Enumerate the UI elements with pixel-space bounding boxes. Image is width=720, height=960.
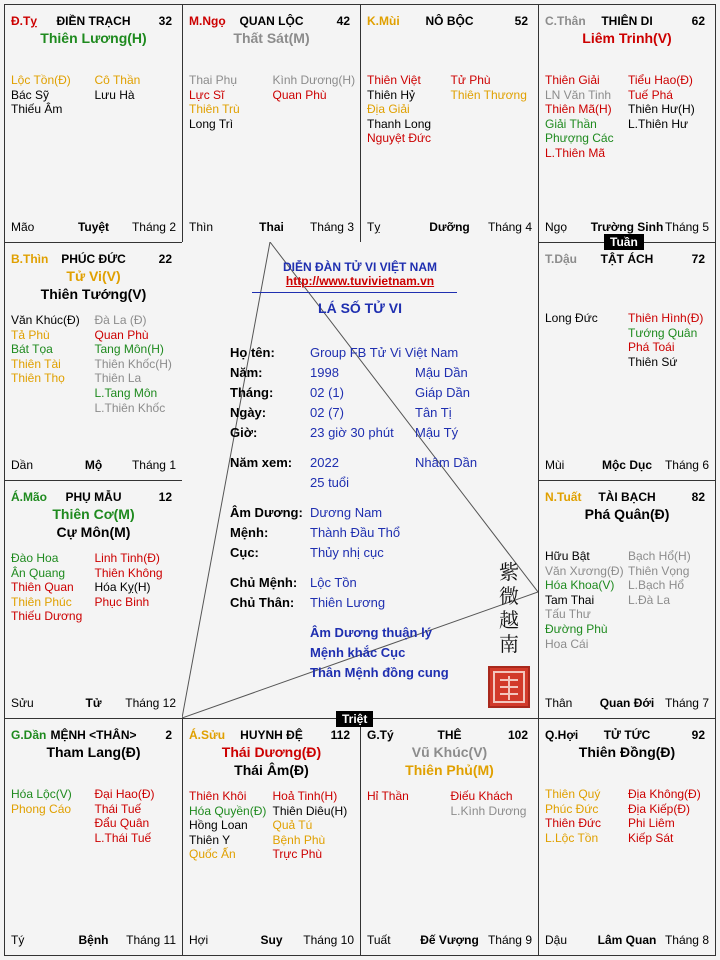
branch-footer: Tý bbox=[11, 933, 25, 947]
month-label: Tháng 1 bbox=[131, 458, 176, 472]
palace-tai-bach bbox=[538, 480, 716, 719]
minor-star: L.Thiên Hư bbox=[628, 116, 689, 131]
major-stars bbox=[183, 743, 360, 779]
minor-star: Thiên Quan bbox=[11, 580, 74, 595]
major-star: Thái Dương(Đ) bbox=[221, 744, 322, 760]
minor-stars-left bbox=[11, 551, 95, 624]
minor-star: Hoa Cái bbox=[545, 636, 589, 651]
minor-star: Lực Sĩ bbox=[189, 87, 225, 102]
minor-star: Thiên Khốc(H) bbox=[94, 356, 172, 371]
minor-star: Đà La (Đ) bbox=[94, 313, 147, 327]
minor-stars-right bbox=[451, 789, 535, 818]
branch-label: B.Thìn bbox=[11, 252, 49, 266]
life-stage: Quan Đới bbox=[599, 696, 655, 710]
palace-thien-di bbox=[538, 4, 716, 243]
minor-star: Bệnh Phù bbox=[272, 832, 326, 847]
seal-char: 紫 bbox=[499, 560, 519, 584]
palace-number: 92 bbox=[691, 728, 705, 742]
major-stars bbox=[183, 29, 360, 47]
minor-stars-right bbox=[628, 311, 711, 369]
minor-star: Thiên Khôi bbox=[189, 789, 247, 803]
phrase-am-duong: Âm Dương thuận lý bbox=[310, 625, 432, 640]
branch-footer: Tỵ bbox=[367, 220, 381, 234]
major-star: Thiên Phủ(M) bbox=[405, 762, 494, 778]
life-stage: Tuyệt bbox=[77, 220, 110, 234]
minor-star: Hỉ Thần bbox=[367, 789, 409, 803]
minor-star: Tả Phù bbox=[11, 327, 50, 342]
major-stars bbox=[5, 505, 182, 541]
minor-star: Thiên Không bbox=[94, 565, 163, 580]
palace-number: 112 bbox=[330, 728, 350, 742]
palace-name: ĐIỀN TRẠCH bbox=[56, 14, 131, 28]
minor-star: Kình Dương(H) bbox=[272, 73, 356, 87]
minor-stars-right bbox=[95, 787, 179, 845]
branch-label: K.Mùi bbox=[367, 14, 400, 28]
branch-label: Đ.Tỵ bbox=[11, 14, 38, 28]
month-label: Tháng 5 bbox=[664, 220, 709, 234]
minor-stars-left bbox=[11, 787, 95, 845]
life-stage: Mộc Dục bbox=[601, 458, 652, 472]
major-star: Thất Sát(M) bbox=[233, 30, 310, 46]
palace-quan-loc bbox=[182, 4, 361, 243]
minor-star: L.Lộc Tồn bbox=[545, 830, 599, 845]
red-seal-stamp bbox=[488, 666, 530, 708]
branch-footer: Thìn bbox=[189, 220, 214, 234]
minor-star: Quốc Ấn bbox=[189, 847, 236, 862]
life-stage: Dưỡng bbox=[429, 220, 470, 234]
major-stars bbox=[539, 743, 715, 761]
branch-footer: Hợi bbox=[189, 933, 209, 947]
minor-star: Phúc Đức bbox=[545, 801, 599, 816]
minor-star: Đại Hao(Đ) bbox=[94, 787, 155, 801]
life-stage: Thai bbox=[259, 220, 284, 234]
major-stars bbox=[539, 505, 715, 523]
major-stars bbox=[361, 743, 538, 779]
life-stage: Mộ bbox=[84, 458, 103, 472]
palace-name: PHỤ MẪU bbox=[65, 490, 122, 504]
minor-star: Thiên Hỷ bbox=[367, 87, 416, 102]
minor-star: Thiên Trù bbox=[189, 102, 240, 117]
branch-label: N.Tuất bbox=[545, 490, 582, 504]
major-star: Liêm Trinh(V) bbox=[582, 30, 672, 46]
palace-the bbox=[360, 718, 539, 956]
major-stars bbox=[539, 29, 715, 47]
minor-star: Tử Phù bbox=[450, 73, 491, 87]
minor-stars-left bbox=[189, 73, 273, 131]
site-url-link[interactable]: http://www.tuvivietnam.vn bbox=[285, 274, 435, 288]
minor-star: Bạch Hổ(H) bbox=[628, 549, 691, 563]
minor-star: Tướng Quân bbox=[628, 325, 698, 340]
minor-star: L.Thiên Khốc bbox=[94, 400, 166, 415]
minor-star: Thiên Phúc bbox=[11, 594, 72, 609]
major-star: Cự Môn(M) bbox=[56, 524, 131, 540]
minor-star: Thái Tuế bbox=[94, 801, 142, 816]
palace-name: TẬT ÁCH bbox=[600, 252, 654, 266]
branch-footer: Ngọ bbox=[545, 220, 568, 234]
minor-star: Hoả Tinh(H) bbox=[272, 789, 338, 803]
minor-star: Thanh Long bbox=[367, 116, 432, 131]
month-label: Tháng 2 bbox=[131, 220, 176, 234]
minor-star: LN Văn Tinh bbox=[545, 87, 612, 102]
minor-stars bbox=[545, 73, 711, 161]
minor-star: Ân Quang bbox=[11, 565, 66, 580]
minor-star: Tam Thai bbox=[545, 592, 595, 607]
minor-star: Bác Sỹ bbox=[11, 87, 50, 102]
minor-stars-right bbox=[273, 73, 357, 131]
minor-stars-left bbox=[11, 73, 95, 117]
minor-star: Văn Xương(Đ) bbox=[545, 563, 624, 578]
minor-stars-left bbox=[545, 311, 628, 369]
minor-star: Hóa Khoa(V) bbox=[545, 578, 615, 593]
palace-number: 2 bbox=[165, 728, 172, 742]
palace-name: HUYNH ĐỆ bbox=[240, 728, 303, 742]
minor-stars bbox=[11, 73, 178, 117]
minor-star: Quả Tú bbox=[272, 818, 313, 833]
palace-name: MỆNH <THÂN> bbox=[50, 728, 137, 742]
minor-star: Tuế Phá bbox=[628, 87, 673, 102]
palace-name: PHÚC ĐỨC bbox=[61, 252, 126, 266]
palace-number: 62 bbox=[691, 14, 705, 28]
life-stage: Bệnh bbox=[78, 933, 109, 947]
minor-star: Long Trì bbox=[189, 116, 234, 131]
minor-star: Hóa Quyền(Đ) bbox=[189, 803, 267, 818]
minor-stars bbox=[189, 73, 356, 131]
branch-label: Á.Sửu bbox=[189, 728, 226, 742]
minor-star: Điếu Khách bbox=[450, 789, 513, 803]
month-label: Tháng 9 bbox=[487, 933, 532, 947]
minor-star: Địa Không(Đ) bbox=[628, 787, 701, 801]
minor-star: L.Tang Môn bbox=[94, 385, 158, 400]
branch-label: Á.Mão bbox=[11, 490, 47, 504]
palace-number: 42 bbox=[336, 14, 350, 28]
minor-star: Bát Tọa bbox=[11, 342, 53, 357]
minor-stars bbox=[11, 313, 178, 415]
minor-stars bbox=[545, 311, 711, 369]
minor-stars-right bbox=[95, 73, 179, 117]
minor-star: L.Thái Tuế bbox=[94, 830, 152, 845]
palace-number: 22 bbox=[158, 252, 172, 266]
branch-footer: Dậu bbox=[545, 933, 568, 947]
branch-label: Q.Hợi bbox=[545, 728, 579, 742]
month-label: Tháng 4 bbox=[487, 220, 532, 234]
month-label: Tháng 3 bbox=[309, 220, 354, 234]
minor-star: Thiên Quý bbox=[545, 787, 601, 801]
minor-star: Thiên Mã(H) bbox=[545, 102, 612, 117]
minor-star: Hóa Lộc(V) bbox=[11, 787, 72, 801]
branch-footer: Dần bbox=[11, 458, 34, 472]
month-label: Tháng 7 bbox=[664, 696, 709, 710]
minor-stars bbox=[367, 789, 534, 818]
palace-number: 32 bbox=[158, 14, 172, 28]
major-star: Tham Lang(Đ) bbox=[46, 744, 141, 760]
minor-stars bbox=[545, 787, 711, 845]
triet-marker: Triệt bbox=[336, 711, 373, 727]
major-star: Thái Âm(Đ) bbox=[234, 762, 309, 778]
minor-star: L.Đà La bbox=[628, 592, 671, 607]
minor-star: Giải Thần bbox=[545, 116, 597, 131]
palace-name: THIÊN DI bbox=[601, 14, 653, 28]
phrase-menh-cuc: Mệnh khắc Cục bbox=[310, 645, 406, 660]
major-stars bbox=[5, 29, 182, 47]
minor-star: Hóa Kỵ(H) bbox=[94, 580, 151, 595]
month-label: Tháng 8 bbox=[664, 933, 709, 947]
minor-stars-right bbox=[628, 787, 711, 845]
branch-label: G.Dần bbox=[11, 728, 47, 742]
minor-star: Lưu Hà bbox=[94, 87, 135, 102]
minor-star: Phi Liêm bbox=[628, 816, 675, 831]
minor-stars-left bbox=[545, 787, 628, 845]
palace-phu-mau bbox=[4, 480, 183, 719]
minor-stars-left bbox=[367, 73, 451, 146]
minor-star: Phục Binh bbox=[94, 594, 150, 609]
branch-footer: Mão bbox=[11, 220, 35, 234]
palace-dien-trach bbox=[4, 4, 183, 243]
minor-star: Đào Hoa bbox=[11, 551, 59, 565]
major-star: Thiên Lương(H) bbox=[40, 30, 147, 46]
minor-star: Tang Môn(H) bbox=[94, 342, 164, 357]
minor-star: Lộc Tồn(Đ) bbox=[11, 73, 71, 87]
site-name: DIỄN ĐÀN TỬ VI VIỆT NAM http://www.tuvivietnam.vn bbox=[182, 260, 538, 288]
minor-stars bbox=[11, 551, 178, 624]
life-stage: Tử bbox=[85, 696, 102, 710]
minor-star: Tấu Thư bbox=[545, 607, 591, 622]
month-label: Tháng 11 bbox=[126, 933, 176, 947]
branch-footer: Mùi bbox=[545, 458, 565, 472]
minor-star: Nguyệt Đức bbox=[367, 131, 432, 146]
minor-stars bbox=[189, 789, 356, 862]
palace-name: TÀI BẠCH bbox=[598, 490, 656, 504]
branch-label: T.Dậu bbox=[545, 252, 578, 266]
minor-star: Thiên Y bbox=[189, 832, 231, 847]
minor-star: Thiếu Âm bbox=[11, 102, 63, 117]
life-stage: Lâm Quan bbox=[597, 933, 657, 947]
minor-star: Thiếu Dương bbox=[11, 609, 83, 624]
minor-star: Thiên Đức bbox=[545, 816, 602, 831]
minor-star: Thiên Hình(Đ) bbox=[628, 311, 704, 325]
minor-star: Trực Phù bbox=[272, 847, 323, 862]
palace-number: 72 bbox=[691, 252, 705, 266]
life-stage: Trường Sinh bbox=[590, 220, 664, 234]
title-divider bbox=[252, 292, 457, 293]
palace-name: TỬ TỨC bbox=[603, 728, 651, 742]
major-star: Tử Vi(V) bbox=[66, 268, 121, 284]
branch-label: C.Thân bbox=[545, 14, 586, 28]
minor-star: Quan Phù bbox=[272, 87, 327, 102]
minor-star: Phong Cáo bbox=[11, 801, 72, 816]
minor-stars bbox=[367, 73, 534, 146]
minor-star: Hồng Loan bbox=[189, 818, 248, 833]
minor-star: Thiên La bbox=[94, 371, 142, 386]
minor-star: Phá Toái bbox=[628, 340, 675, 355]
palace-tat-ach bbox=[538, 242, 716, 481]
minor-stars-left bbox=[367, 789, 451, 818]
seal-char: 微 bbox=[499, 584, 519, 608]
minor-star: Long Đức bbox=[545, 311, 598, 325]
branch-label: M.Ngọ bbox=[189, 14, 226, 28]
life-stage: Suy bbox=[260, 933, 283, 947]
major-star: Thiên Cơ(M) bbox=[52, 506, 135, 522]
minor-star: Đẩu Quân bbox=[94, 816, 150, 831]
chart-center-info: DIỄN ĐÀN TỬ VI VIỆT NAM http://www.tuvivietnam.vn LÁ SỐ TỬ VI Họ tên: Group FB Tử Vi Việt Nam Năm: 1998 Mậu Dần Tháng: 02 (1) Giáp Dần Ngày: 02 (7) Tân Tị Giờ: 23 giờ 30 phút Mậu Tý Năm xem: 2022 Nhâm Dần 25 tuổi Âm Dương: Dương Nam Mệnh: Thành Đầu Thổ Cục: Thủy nhị cục Chủ Mệnh: Lộc Tồn Chủ Thân: Thiên Lương Âm Dương thuận lý Mệnh khắc Cục Thân Mệnh đồng cung 紫 微 越 南 bbox=[182, 242, 538, 718]
minor-star: Thiên Giải bbox=[545, 73, 600, 87]
major-star: Thiên Đồng(Đ) bbox=[578, 744, 676, 760]
minor-star: Kiếp Sát bbox=[628, 830, 674, 845]
minor-stars-right bbox=[628, 73, 711, 161]
minor-stars-right bbox=[628, 549, 711, 651]
palace-number: 102 bbox=[507, 728, 528, 742]
minor-stars-left bbox=[545, 549, 628, 651]
major-star: Vũ Khúc(V) bbox=[411, 744, 488, 760]
minor-star: Văn Khúc(Đ) bbox=[11, 313, 80, 327]
minor-star: L.Thiên Mã bbox=[545, 145, 606, 160]
minor-star: Thiên Việt bbox=[367, 73, 421, 87]
major-star: Thiên Tướng(V) bbox=[40, 286, 147, 302]
minor-star: Thiên Tài bbox=[11, 356, 61, 371]
minor-stars-left bbox=[11, 313, 95, 415]
chart-title: LÁ SỐ TỬ VI bbox=[318, 300, 402, 316]
major-star: Phá Quân(Đ) bbox=[584, 506, 670, 522]
palace-tu-tuc bbox=[538, 718, 716, 956]
minor-star: Phượng Các bbox=[545, 131, 614, 146]
seal-char: 越 bbox=[499, 608, 519, 632]
minor-star: Linh Tinh(Đ) bbox=[94, 551, 160, 565]
palace-name: THÊ bbox=[437, 728, 462, 742]
palace-name: QUAN LỘC bbox=[239, 14, 304, 28]
branch-footer: Thân bbox=[545, 696, 573, 710]
minor-star: Thiên Thương bbox=[450, 87, 527, 102]
minor-star: Thiên Sứ bbox=[628, 354, 678, 369]
minor-star: Thiên Diêu(H) bbox=[272, 803, 348, 818]
major-stars bbox=[5, 743, 182, 761]
minor-star: L.Bạch Hổ bbox=[628, 578, 685, 593]
branch-footer: Tuất bbox=[367, 933, 391, 947]
minor-star: Thiên Vọng bbox=[628, 563, 690, 578]
minor-star: Quan Phù bbox=[94, 327, 149, 342]
month-label: Tháng 12 bbox=[125, 696, 176, 710]
phrase-than-menh: Thân Mệnh đồng cung bbox=[310, 665, 449, 680]
minor-star: Đường Phù bbox=[545, 621, 608, 636]
palace-menh bbox=[4, 718, 183, 956]
palace-number: 52 bbox=[514, 14, 528, 28]
palace-phuc-duc bbox=[4, 242, 183, 481]
minor-star: Hữu Bật bbox=[545, 549, 590, 563]
life-stage: Đế Vượng bbox=[420, 933, 479, 947]
minor-star: Địa Giải bbox=[367, 102, 410, 117]
minor-stars-right bbox=[273, 789, 357, 862]
minor-star: Thiên Thọ bbox=[11, 371, 65, 386]
minor-stars-right bbox=[451, 73, 535, 146]
minor-stars-right bbox=[95, 551, 179, 624]
minor-stars-left bbox=[545, 73, 628, 161]
minor-stars-right bbox=[95, 313, 179, 415]
minor-star: Thiên Hư(H) bbox=[628, 102, 695, 117]
minor-star: L.Kình Dương bbox=[450, 803, 527, 818]
palace-name: NÔ BỘC bbox=[425, 14, 474, 28]
minor-star: Thai Phụ bbox=[189, 73, 238, 87]
palace-no-boc bbox=[360, 4, 539, 243]
palace-number: 82 bbox=[691, 490, 705, 504]
tuan-marker: Tuần bbox=[604, 234, 644, 250]
palace-huynh-de bbox=[182, 718, 361, 956]
month-label: Tháng 6 bbox=[664, 458, 709, 472]
minor-star: Tiểu Hao(Đ) bbox=[628, 73, 693, 87]
minor-stars bbox=[545, 549, 711, 651]
branch-footer: Sửu bbox=[11, 696, 34, 710]
branch-label: G.Tý bbox=[367, 728, 394, 742]
minor-stars bbox=[11, 787, 178, 845]
minor-star: Cô Thần bbox=[94, 73, 141, 87]
major-stars bbox=[5, 267, 182, 303]
palace-number: 12 bbox=[158, 490, 172, 504]
minor-stars-left bbox=[189, 789, 273, 862]
seal-char: 南 bbox=[499, 632, 519, 656]
month-label: Tháng 10 bbox=[303, 933, 354, 947]
minor-star: Địa Kiếp(Đ) bbox=[628, 801, 691, 816]
